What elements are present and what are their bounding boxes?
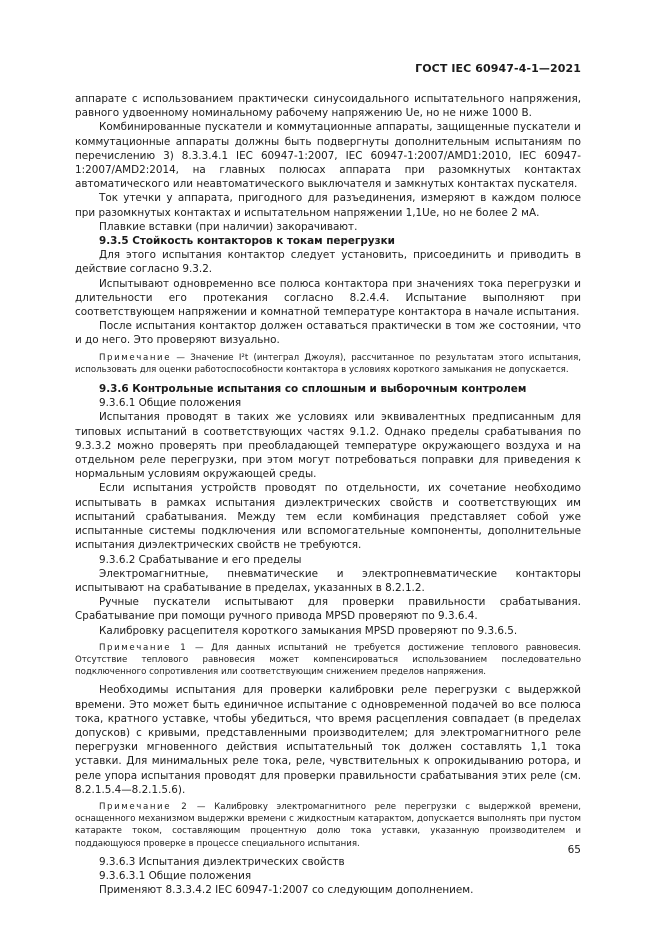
- note: [75, 642, 581, 679]
- paragraph: Для этого испытания контактор следует установить, присоединить и приводить в действие согласно 9.3.2.: [75, 249, 581, 276]
- subsection-heading: 9.3.6.2 Срабатывание и его пределы: [99, 553, 302, 566]
- section-heading-9-3-5: 9.3.5 Стойкость контакторов к токам перегрузки: [99, 235, 395, 248]
- paragraph: Калибровку расцепителя короткого замыкания MPSD проверяют по 9.3.6.5.: [99, 624, 518, 637]
- paragraph: Испытывают одновременно все полюса контактора при значениях тока перегрузки и длительности его протекания согласно 8.2.4.4. Испытание выполняют при соответствующем напряжении и комнатной температуре контактора в начале испытания.: [75, 277, 581, 319]
- standard-header: ГОСТ IEC 60947-4-1—2021: [415, 62, 581, 75]
- paragraph: Если испытания устройств проводят по отдельности, их сочетание необходимо испытывать в рамках испытания диэлектрических свойств и соответствующих им испытаний срабатывания. Между тем если комбинация представляет собой уже испытанные системы подключения или вспомогательные компоненты, дополнительные испытания диэлектрических свойств не требуются.: [75, 482, 581, 552]
- note-label: Примечание 2: [99, 801, 189, 812]
- paragraph: Комбинированные пускатели и коммутационные аппараты, защищенные пускатели и коммутационные аппараты должны быть подвергнуты дополнительным испытаниям по перечислению 3) 8.3.3.4.1 IEC 60947-1:2007, IEC 60947-1:2007/AMD1:2010, IEC 60947-1:2007/AMD2:2014, на главных полюсах аппарата при разомкнутых контактах автоматического или неавтоматического выключателя и замкнутых контактах пускателя.: [75, 121, 581, 191]
- subsection-heading: 9.3.6.3 Испытания диэлектрических свойств: [99, 855, 345, 868]
- subsection-heading: 9.3.6.1 Общие положения: [99, 397, 242, 410]
- note-text: — Значение I²t (интеграл Джоуля), рассчитанное по результатам этого испытания, использовать для оценки работоспособности контактора в условиях короткого замыкания не допускается.: [75, 352, 581, 375]
- note-text: — Для данных испытаний не требуется достижение теплового равновесия. Отсутствие теплового равновесия может компенсироваться использованием последовательно подключенного сопротивления или соответствующим снижением пределов напряжения.: [75, 642, 581, 678]
- paragraph: Ручные пускатели испытывают для проверки правильности срабатывания. Срабатывание при помощи ручного привода MPSD проверяют по 9.3.6.4.: [75, 596, 581, 623]
- note-label: Примечание 1: [99, 642, 188, 653]
- paragraph: Применяют 8.3.3.4.2 IEC 60947-1:2007 со следующим дополнением.: [99, 884, 474, 897]
- paragraph: Ток утечки у аппарата, пригодного для разъединения, измеряют в каждом полюсе при разомкнутых контактах и испытательном напряжении 1,1Ue, но не более 2 мА.: [75, 192, 581, 219]
- page-content: [75, 92, 581, 897]
- page-number: 65: [567, 844, 581, 856]
- paragraph: Электромагнитные, пневматические и электропневматические контакторы испытывают на срабатывание в пределах, указанных в 8.2.1.2.: [75, 567, 581, 594]
- paragraph: Плавкие вставки (при наличии) закорачивают.: [99, 220, 358, 233]
- paragraph: Необходимы испытания для проверки калибровки реле перегрузки с выдержкой времени. Это может быть единичное испытание с одновременной подачей во все полюса тока, кратного уставке, чтобы убедиться, что время расцепления совпадает (в пределах допусков) с кривыми, представленными производителем; для электромагнитного реле перегрузки мгновенного действия испытательный ток должен составлять 1,1 тока уставки. Для минимальных реле тока, реле, чувствительных к опрокидыванию ротора, и реле упора испытания проводят для проверки правильности срабатывания этих реле (см. 8.2.1.5.4—8.2.1.5.6).: [75, 684, 581, 796]
- section-heading-9-3-6: 9.3.6 Контрольные испытания со сплошным и выборочным контролем: [99, 383, 527, 396]
- note-text: — Калибровку электромагнитного реле перегрузки с выдержкой времени, оснащенного механизмом выдержки времени с жидкостным катарактом, допускается выполнять при пустом катаракте током, составляющим процентную долю тока уставки, указанную производителем и поддающуюся проверке в процессе специального испытания.: [75, 801, 581, 849]
- subsection-heading: 9.3.6.3.1 Общие положения: [99, 869, 252, 882]
- note: [75, 352, 581, 376]
- note-label: Примечание: [99, 352, 172, 363]
- paragraph: аппарате с использованием практически синусоидального испытательного напряжения, равного удвоенному номинальному рабочему напряжению Ue, но не ниже 1000 В.: [75, 93, 581, 120]
- paragraph: Испытания проводят в таких же условиях или эквивалентных предписанным для типовых испытаний в соответствующих частях 9.1.2. Однако пределы срабатывания по 9.3.3.2 можно проверять при преобладающей температуре окружающего воздуха и на отдельном реле перегрузки, при этом могут потребоваться поправки для приведения к нормальным условиям окружающей среды.: [75, 411, 581, 481]
- paragraph: После испытания контактор должен оставаться практически в том же состоянии, что и до него. Это проверяют визуально.: [75, 320, 581, 347]
- note: [75, 801, 581, 850]
